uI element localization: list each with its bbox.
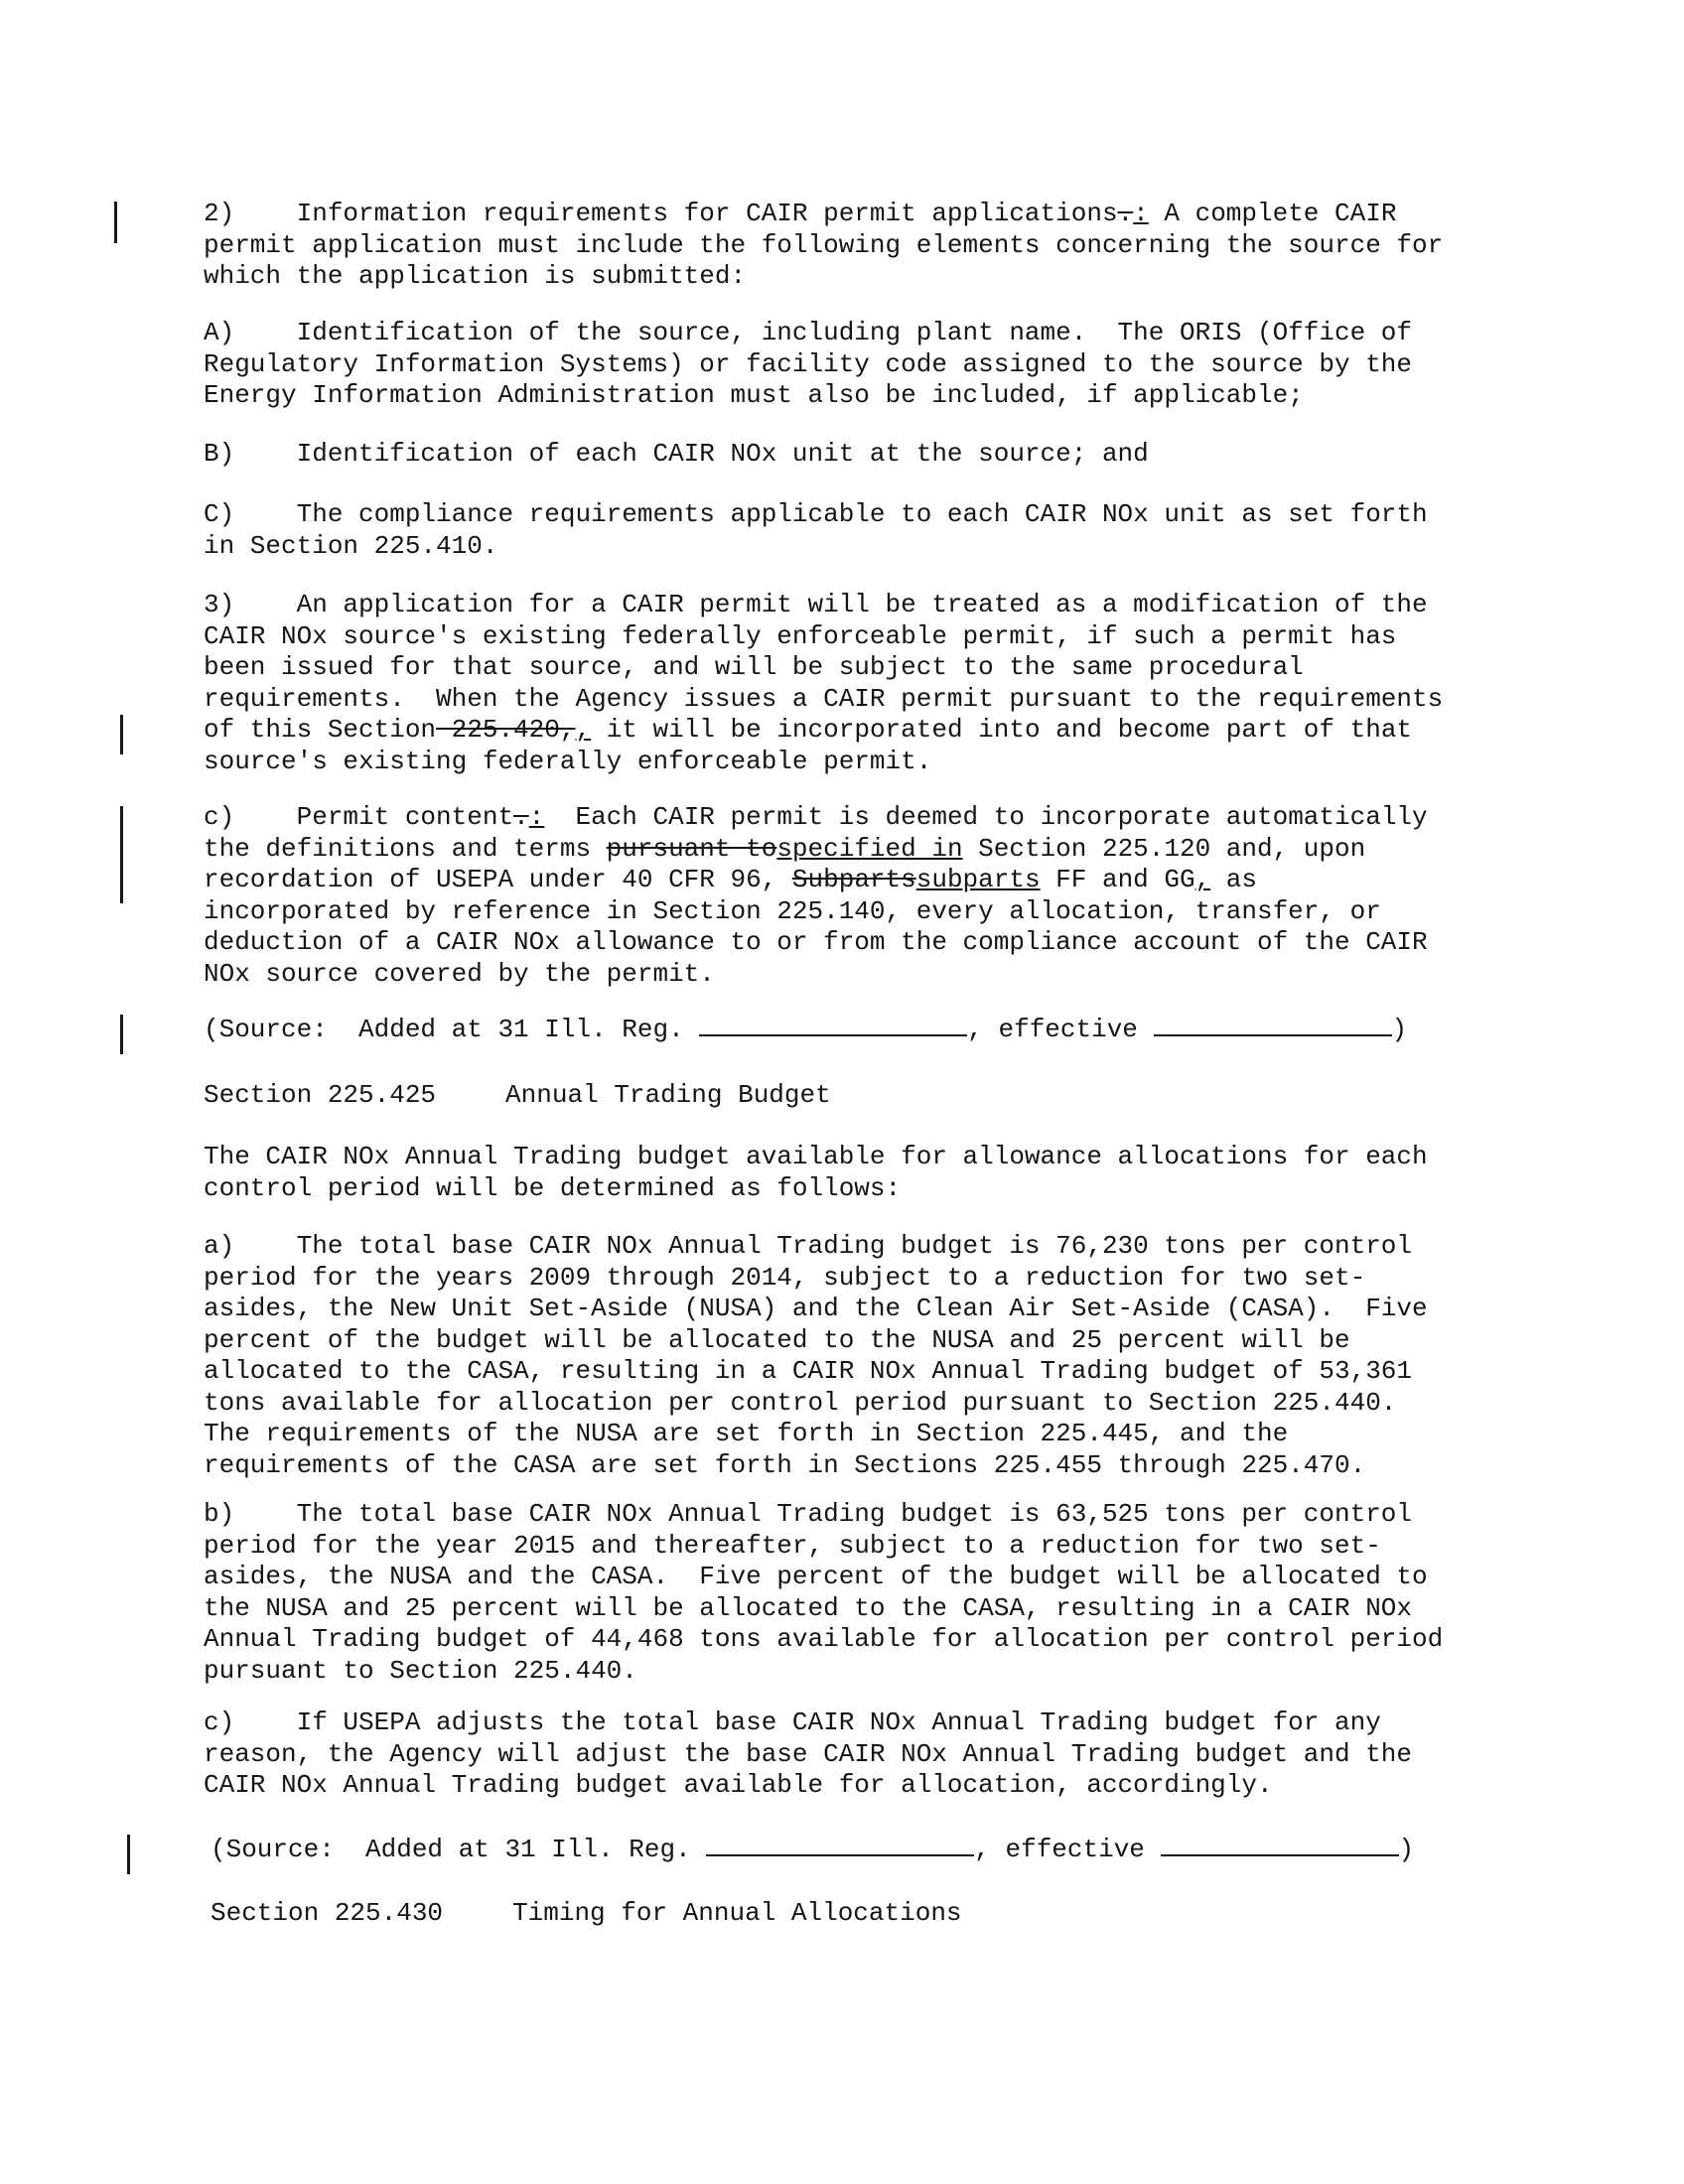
inserted-text: : xyxy=(528,802,545,832)
text-line: the NUSA and 25 percent will be allocated to the CASA, resulting in a CAIR NOx xyxy=(204,1592,1412,1623)
inserted-text: specified in xyxy=(776,833,963,864)
paragraph-A-source-identification xyxy=(204,318,1554,412)
text-segment: the definitions and terms xyxy=(204,833,607,864)
text-line: requirements of the CASA are set forth in Sections 225.455 through 225.470. xyxy=(204,1449,1366,1480)
text-segment: recordation of USEPA under 40 CFR 96, xyxy=(204,865,792,894)
text-line: C) The compliance requirements applicable to each CAIR NOx unit as set forth xyxy=(204,499,1428,529)
text-line: NOx source covered by the permit. xyxy=(204,958,715,989)
inserted-text: , xyxy=(1194,865,1211,894)
text-line: permit application must include the following elements concerning the source for xyxy=(204,229,1444,260)
text-line: requirements. When the Agency issues a CAIR permit pursuant to the requirements xyxy=(204,683,1444,714)
section-number: Section 225.425 xyxy=(204,1080,437,1110)
change-bar xyxy=(120,1015,123,1054)
text-segment: ) xyxy=(1398,1835,1415,1864)
text-segment: c) Permit content xyxy=(204,802,514,832)
change-bar xyxy=(120,806,123,903)
section-title: Timing for Annual Allocations xyxy=(512,1898,962,1928)
change-bar xyxy=(114,202,117,243)
text-segment: 2) Information requirements for CAIR permit applications xyxy=(204,199,1118,228)
paragraph-c-budget-adjustment xyxy=(204,1707,1554,1802)
text-line: tons available for allocation per control period pursuant to Section 225.440. xyxy=(204,1387,1397,1418)
blank-line xyxy=(1154,1015,1392,1036)
text-line: c) If USEPA adjusts the total base CAIR NOx Annual Trading budget for any xyxy=(204,1707,1381,1737)
section-heading-225-430 xyxy=(210,1898,1561,1930)
text-line xyxy=(204,865,1554,896)
paragraph-c-permit-content xyxy=(204,802,1554,990)
paragraph-B-unit-identification xyxy=(204,439,1554,471)
source-note xyxy=(210,1835,1561,1866)
source-note xyxy=(204,1015,1554,1046)
text-line: source's existing federally enforceable permit. xyxy=(204,746,932,776)
text-line: The CAIR NOx Annual Trading budget available for allowance allocations for each xyxy=(204,1142,1428,1171)
blank-line xyxy=(699,1015,967,1036)
text-line: a) The total base CAIR NOx Annual Trading budget is 76,230 tons per control xyxy=(204,1231,1412,1261)
text-line: reason, the Agency will adjust the base CAIR NOx Annual Trading budget and the xyxy=(204,1738,1412,1769)
deleted-text: Subparts xyxy=(791,865,916,894)
blank-line xyxy=(1161,1835,1399,1856)
deleted-text: . xyxy=(513,802,529,832)
text-line: period for the years 2009 through 2014, subject to a reduction for two set- xyxy=(204,1262,1366,1293)
paragraph-2-information-requirements xyxy=(204,199,1554,293)
text-line: 3) An application for a CAIR permit will be treated as a modification of the xyxy=(204,590,1428,619)
text-line: CAIR NOx Annual Trading budget available for allocation, accordingly. xyxy=(204,1770,1273,1800)
paragraph-b-budget-2015 xyxy=(204,1499,1554,1687)
text-line: allocated to the CASA, resulting in a CAIR NOx Annual Trading budget of 53,361 xyxy=(204,1356,1412,1386)
paragraph-C-compliance-requirements xyxy=(204,499,1554,562)
text-segment: as xyxy=(1210,865,1258,894)
text-line: CAIR NOx source's existing federally enforceable permit, if such a permit has xyxy=(204,620,1397,651)
text-line: B) Identification of each CAIR NOx unit at the source; and xyxy=(204,439,1149,469)
text-segment: (Source: Added at 31 Ill. Reg. xyxy=(204,1015,700,1044)
deleted-text: . xyxy=(1117,199,1134,228)
inserted-text: subparts xyxy=(915,865,1041,894)
section-number: Section 225.430 xyxy=(210,1898,444,1928)
text-line: b) The total base CAIR NOx Annual Trading budget is 63,525 tons per control xyxy=(204,1499,1412,1529)
text-line xyxy=(204,715,1554,747)
text-line: percent of the budget will be allocated to the NUSA and 25 percent will be xyxy=(204,1324,1350,1355)
text-segment: , effective xyxy=(967,1015,1154,1044)
text-line: Energy Information Administration must also be included, if applicable; xyxy=(204,380,1304,410)
text-line: The requirements of the NUSA are set forth in Section 225.445, and the xyxy=(204,1419,1289,1448)
text-line: deduction of a CAIR NOx allowance to or from the compliance account of the CAIR xyxy=(204,927,1428,957)
text-line: pursuant to Section 225.440. xyxy=(204,1655,637,1686)
text-segment: , effective xyxy=(974,1835,1161,1864)
text-line xyxy=(204,834,1554,866)
deleted-text: pursuant to xyxy=(606,833,777,864)
text-segment: (Source: Added at 31 Ill. Reg. xyxy=(210,1835,707,1864)
text-line: control period will be determined as follows: xyxy=(204,1172,902,1203)
text-segment: it will be incorporated into and become part of that xyxy=(591,715,1413,745)
text-line: asides, the New Unit Set-Aside (NUSA) and the Clean Air Set-Aside (CASA). Five xyxy=(204,1294,1428,1323)
inserted-text: , xyxy=(575,715,592,745)
text-line xyxy=(204,802,1554,834)
deleted-text: 225.420, xyxy=(436,715,576,745)
text-segment: A complete CAIR xyxy=(1148,199,1397,228)
text-line xyxy=(210,1835,1561,1866)
text-line: period for the year 2015 and thereafter, subject to a reduction for two set- xyxy=(204,1530,1381,1561)
text-line: asides, the NUSA and the CASA. Five percent of the budget will be allocated to xyxy=(204,1562,1428,1591)
blank-line xyxy=(706,1835,974,1856)
text-segment: Each CAIR permit is deemed to incorporate automatically xyxy=(544,802,1428,832)
text-line: which the application is submitted: xyxy=(204,261,747,291)
text-line xyxy=(204,1080,1554,1112)
text-line: in Section 225.410. xyxy=(204,530,498,561)
paragraph-a-budget-2009-2014 xyxy=(204,1231,1554,1481)
text-segment: ) xyxy=(1391,1015,1408,1044)
paragraph-budget-intro xyxy=(204,1142,1554,1204)
inserted-text: : xyxy=(1133,199,1149,228)
text-line: A) Identification of the source, including plant name. The ORIS (Office of xyxy=(204,318,1412,347)
text-line xyxy=(204,1015,1554,1046)
text-line: incorporated by reference in Section 225.140, every allocation, transfer, or xyxy=(204,895,1381,926)
text-line xyxy=(204,199,1554,230)
section-title: Annual Trading Budget xyxy=(505,1080,831,1110)
change-bar xyxy=(127,1835,130,1874)
text-line: been issued for that source, and will be subject to the same procedural xyxy=(204,652,1304,682)
text-segment: of this Section xyxy=(204,715,437,745)
text-line: Annual Trading budget of 44,468 tons available for allocation per control period xyxy=(204,1624,1444,1654)
section-heading-225-425 xyxy=(204,1080,1554,1112)
text-line xyxy=(210,1898,1561,1930)
text-segment: Section 225.120 and, upon xyxy=(962,833,1366,864)
change-bar xyxy=(120,715,123,754)
text-segment: FF and GG xyxy=(1040,865,1195,894)
text-line: Regulatory Information Systems) or facility code assigned to the source by the xyxy=(204,348,1412,379)
paragraph-3-permit-modification xyxy=(204,590,1554,777)
